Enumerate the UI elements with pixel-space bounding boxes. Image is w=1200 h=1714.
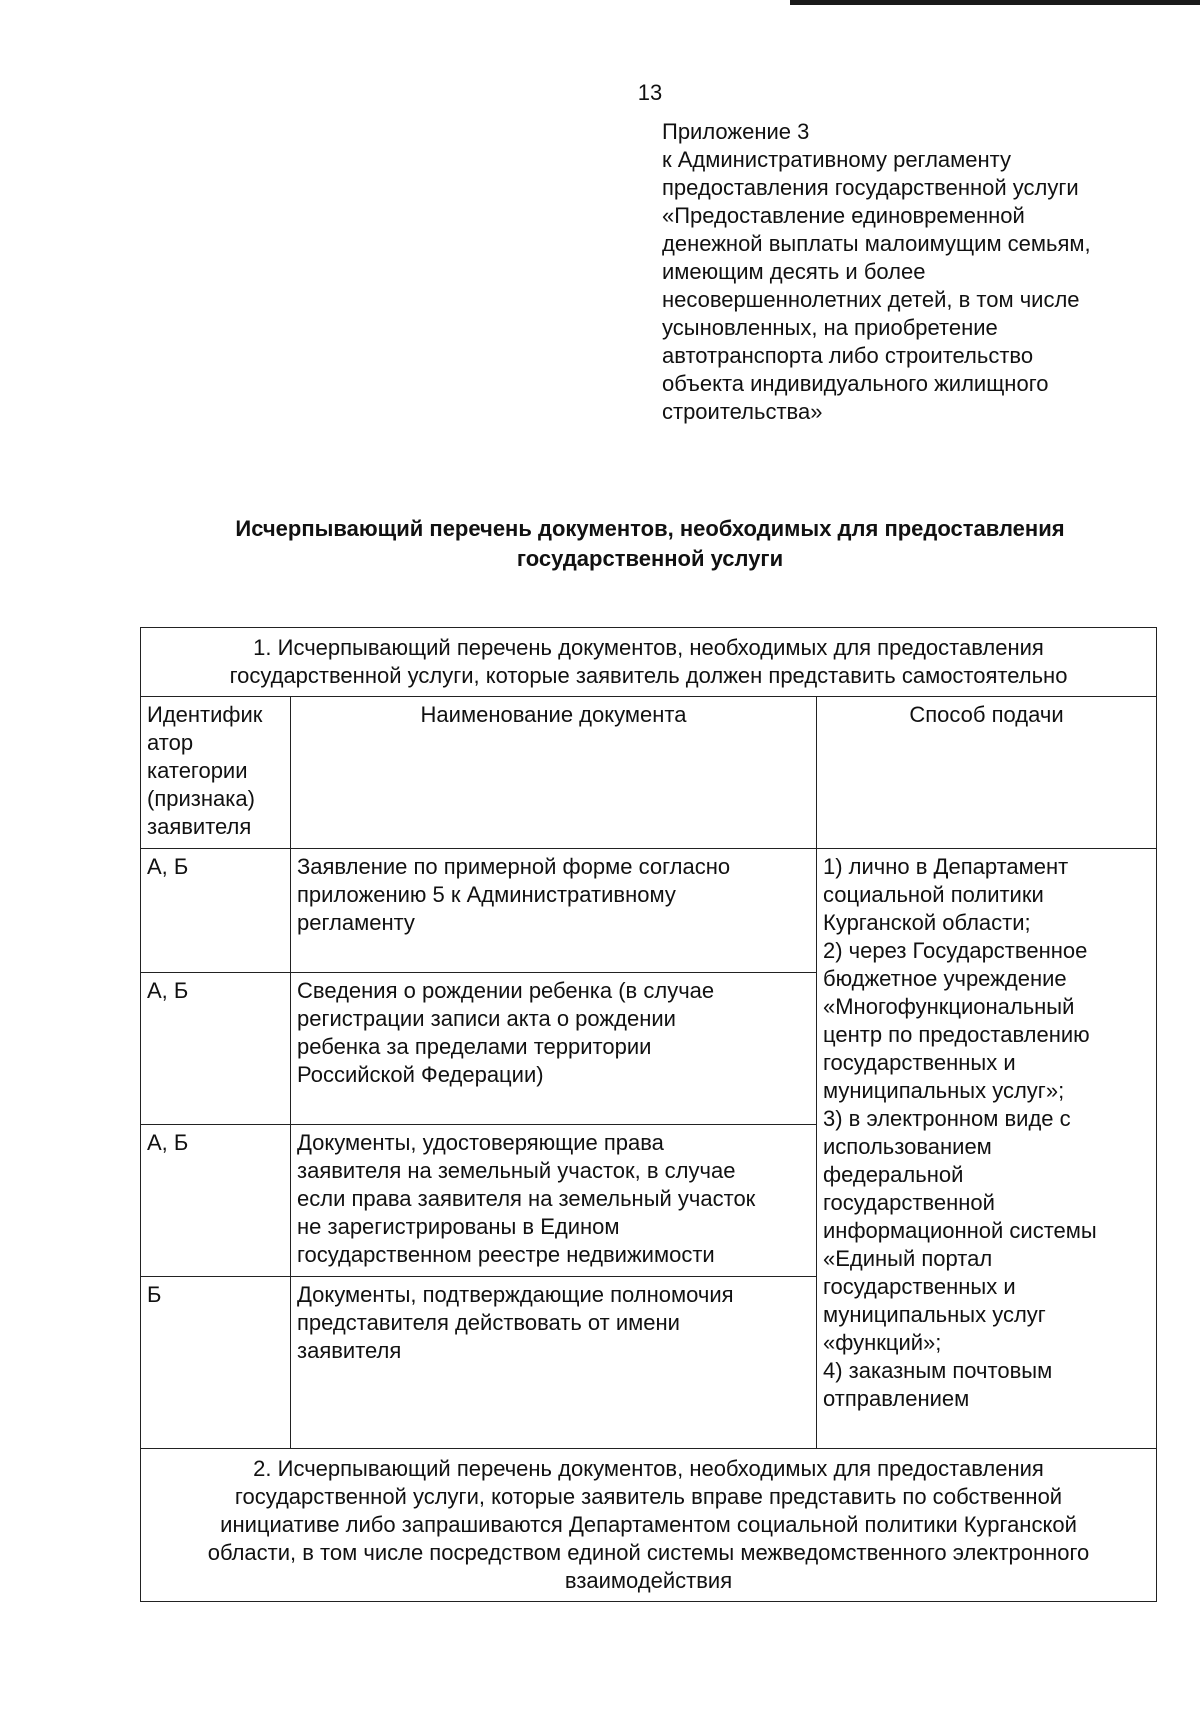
row-identifier: А, Б xyxy=(141,973,291,1125)
row-document-line: ребенка за пределами территории xyxy=(297,1034,652,1059)
submission-line: отправлением xyxy=(823,1386,970,1411)
title-line: Исчерпывающий перечень документов, необходимых для предоставления xyxy=(235,516,1065,541)
document-title xyxy=(130,514,1170,574)
submission-line: бюджетное учреждение xyxy=(823,966,1067,991)
appendix-line: к Административному регламенту xyxy=(662,147,1012,172)
appendix-line: «Предоставление единовременной xyxy=(662,203,1025,228)
row-document xyxy=(291,1277,817,1449)
section-2-row xyxy=(141,1449,1157,1602)
submission-line: 3) в электронном виде с xyxy=(823,1106,1071,1131)
header-identifier-line: Идентифик xyxy=(147,702,263,727)
row-document xyxy=(291,973,817,1125)
row-identifier: А, Б xyxy=(141,849,291,973)
row-document-line: Российской Федерации) xyxy=(297,1062,544,1087)
row-document-line: регламенту xyxy=(297,910,415,935)
submission-line: муниципальных услуг xyxy=(823,1302,1046,1327)
submission-line: государственной xyxy=(823,1190,995,1215)
section-2-line: взаимодействия xyxy=(564,1568,733,1593)
row-document-line: государственном реестре недвижимости xyxy=(297,1242,715,1267)
header-document-name: Наименование документа xyxy=(291,697,817,849)
section-2-line: инициативе либо запрашиваются Департаментом социальной политики Курганской xyxy=(220,1512,1077,1537)
table-row xyxy=(141,849,1157,973)
appendix-line: денежной выплаты малоимущим семьям, xyxy=(662,231,1091,256)
submission-line: социальной политики xyxy=(823,882,1044,907)
appendix-line: строительства» xyxy=(662,399,823,424)
section-2-line: 2. Исчерпывающий перечень документов, необходимых для предоставления xyxy=(253,1456,1044,1481)
row-document-line: заявителя xyxy=(297,1338,402,1363)
submission-line: федеральной xyxy=(823,1162,964,1187)
submission-line: 4) заказным почтовым xyxy=(823,1358,1053,1383)
section-2-caption xyxy=(141,1449,1157,1602)
section-1-line: государственной услуги, которые заявитель должен представить самостоятельно xyxy=(229,663,1068,688)
row-document-line: приложению 5 к Административному xyxy=(297,882,676,907)
row-identifier: Б xyxy=(141,1277,291,1449)
row-identifier: А, Б xyxy=(141,1125,291,1277)
appendix-line: имеющим десять и более xyxy=(662,259,926,284)
submission-line: 2) через Государственное xyxy=(823,938,1088,963)
row-document-line: Сведения о рождении ребенка (в случае xyxy=(297,978,715,1003)
appendix-line: автотранспорта либо строительство xyxy=(662,343,1034,368)
row-document-line: представителя действовать от имени xyxy=(297,1310,680,1335)
appendix-line: объекта индивидуального жилищного xyxy=(662,371,1049,396)
header-identifier-line: заявителя xyxy=(147,814,252,839)
header-submission: Способ подачи xyxy=(817,697,1157,849)
row-document-line: не зарегистрированы в Едином xyxy=(297,1214,620,1239)
submission-methods-cell xyxy=(817,849,1157,1449)
section-1-caption xyxy=(141,628,1157,697)
scan-edge-mark xyxy=(790,0,1200,5)
submission-line: Курганской области; xyxy=(823,910,1031,935)
row-document xyxy=(291,849,817,973)
section-2-line: области, в том числе посредством единой системы межведомственного электронного xyxy=(207,1540,1090,1565)
row-document xyxy=(291,1125,817,1277)
appendix-note xyxy=(662,118,1182,426)
appendix-line: предоставления государственной услуги xyxy=(662,175,1079,200)
row-document-line: Заявление по примерной форме согласно xyxy=(297,854,731,879)
header-identifier-line: атор xyxy=(147,730,194,755)
submission-line: государственных и xyxy=(823,1274,1016,1299)
submission-line: «Многофункциональный xyxy=(823,994,1075,1019)
submission-line: информационной системы xyxy=(823,1218,1097,1243)
table-header-row xyxy=(141,697,1157,849)
submission-line: использованием xyxy=(823,1134,992,1159)
documents-table xyxy=(140,627,1157,1602)
appendix-line: несовершеннолетних детей, в том числе xyxy=(662,287,1080,312)
header-identifier-line: (признака) xyxy=(147,786,255,811)
submission-line: муниципальных услуг»; xyxy=(823,1078,1065,1103)
row-document-line: регистрации записи акта о рождении xyxy=(297,1006,676,1031)
row-document-line: Документы, удостоверяющие права xyxy=(297,1130,664,1155)
appendix-line: Приложение 3 xyxy=(662,119,810,144)
section-1-row xyxy=(141,628,1157,697)
title-line: государственной услуги xyxy=(516,546,784,571)
row-document-line: заявителя на земельный участок, в случае xyxy=(297,1158,736,1183)
header-identifier-line: категории xyxy=(147,758,248,783)
header-identifier xyxy=(141,697,291,849)
page-number: 13 xyxy=(637,80,663,105)
section-1-line: 1. Исчерпывающий перечень документов, необходимых для предоставления xyxy=(253,635,1044,660)
section-2-line: государственной услуги, которые заявитель вправе представить по собственной xyxy=(234,1484,1063,1509)
submission-line: 1) лично в Департамент xyxy=(823,854,1069,879)
submission-line: центр по предоставлению xyxy=(823,1022,1090,1047)
submission-line: государственных и xyxy=(823,1050,1016,1075)
appendix-line: усыновленных, на приобретение xyxy=(662,315,998,340)
submission-line: «Единый портал xyxy=(823,1246,993,1271)
submission-line: «функций»; xyxy=(823,1330,942,1355)
row-document-line: Документы, подтверждающие полномочия xyxy=(297,1282,734,1307)
row-document-line: если права заявителя на земельный участок xyxy=(297,1186,756,1211)
